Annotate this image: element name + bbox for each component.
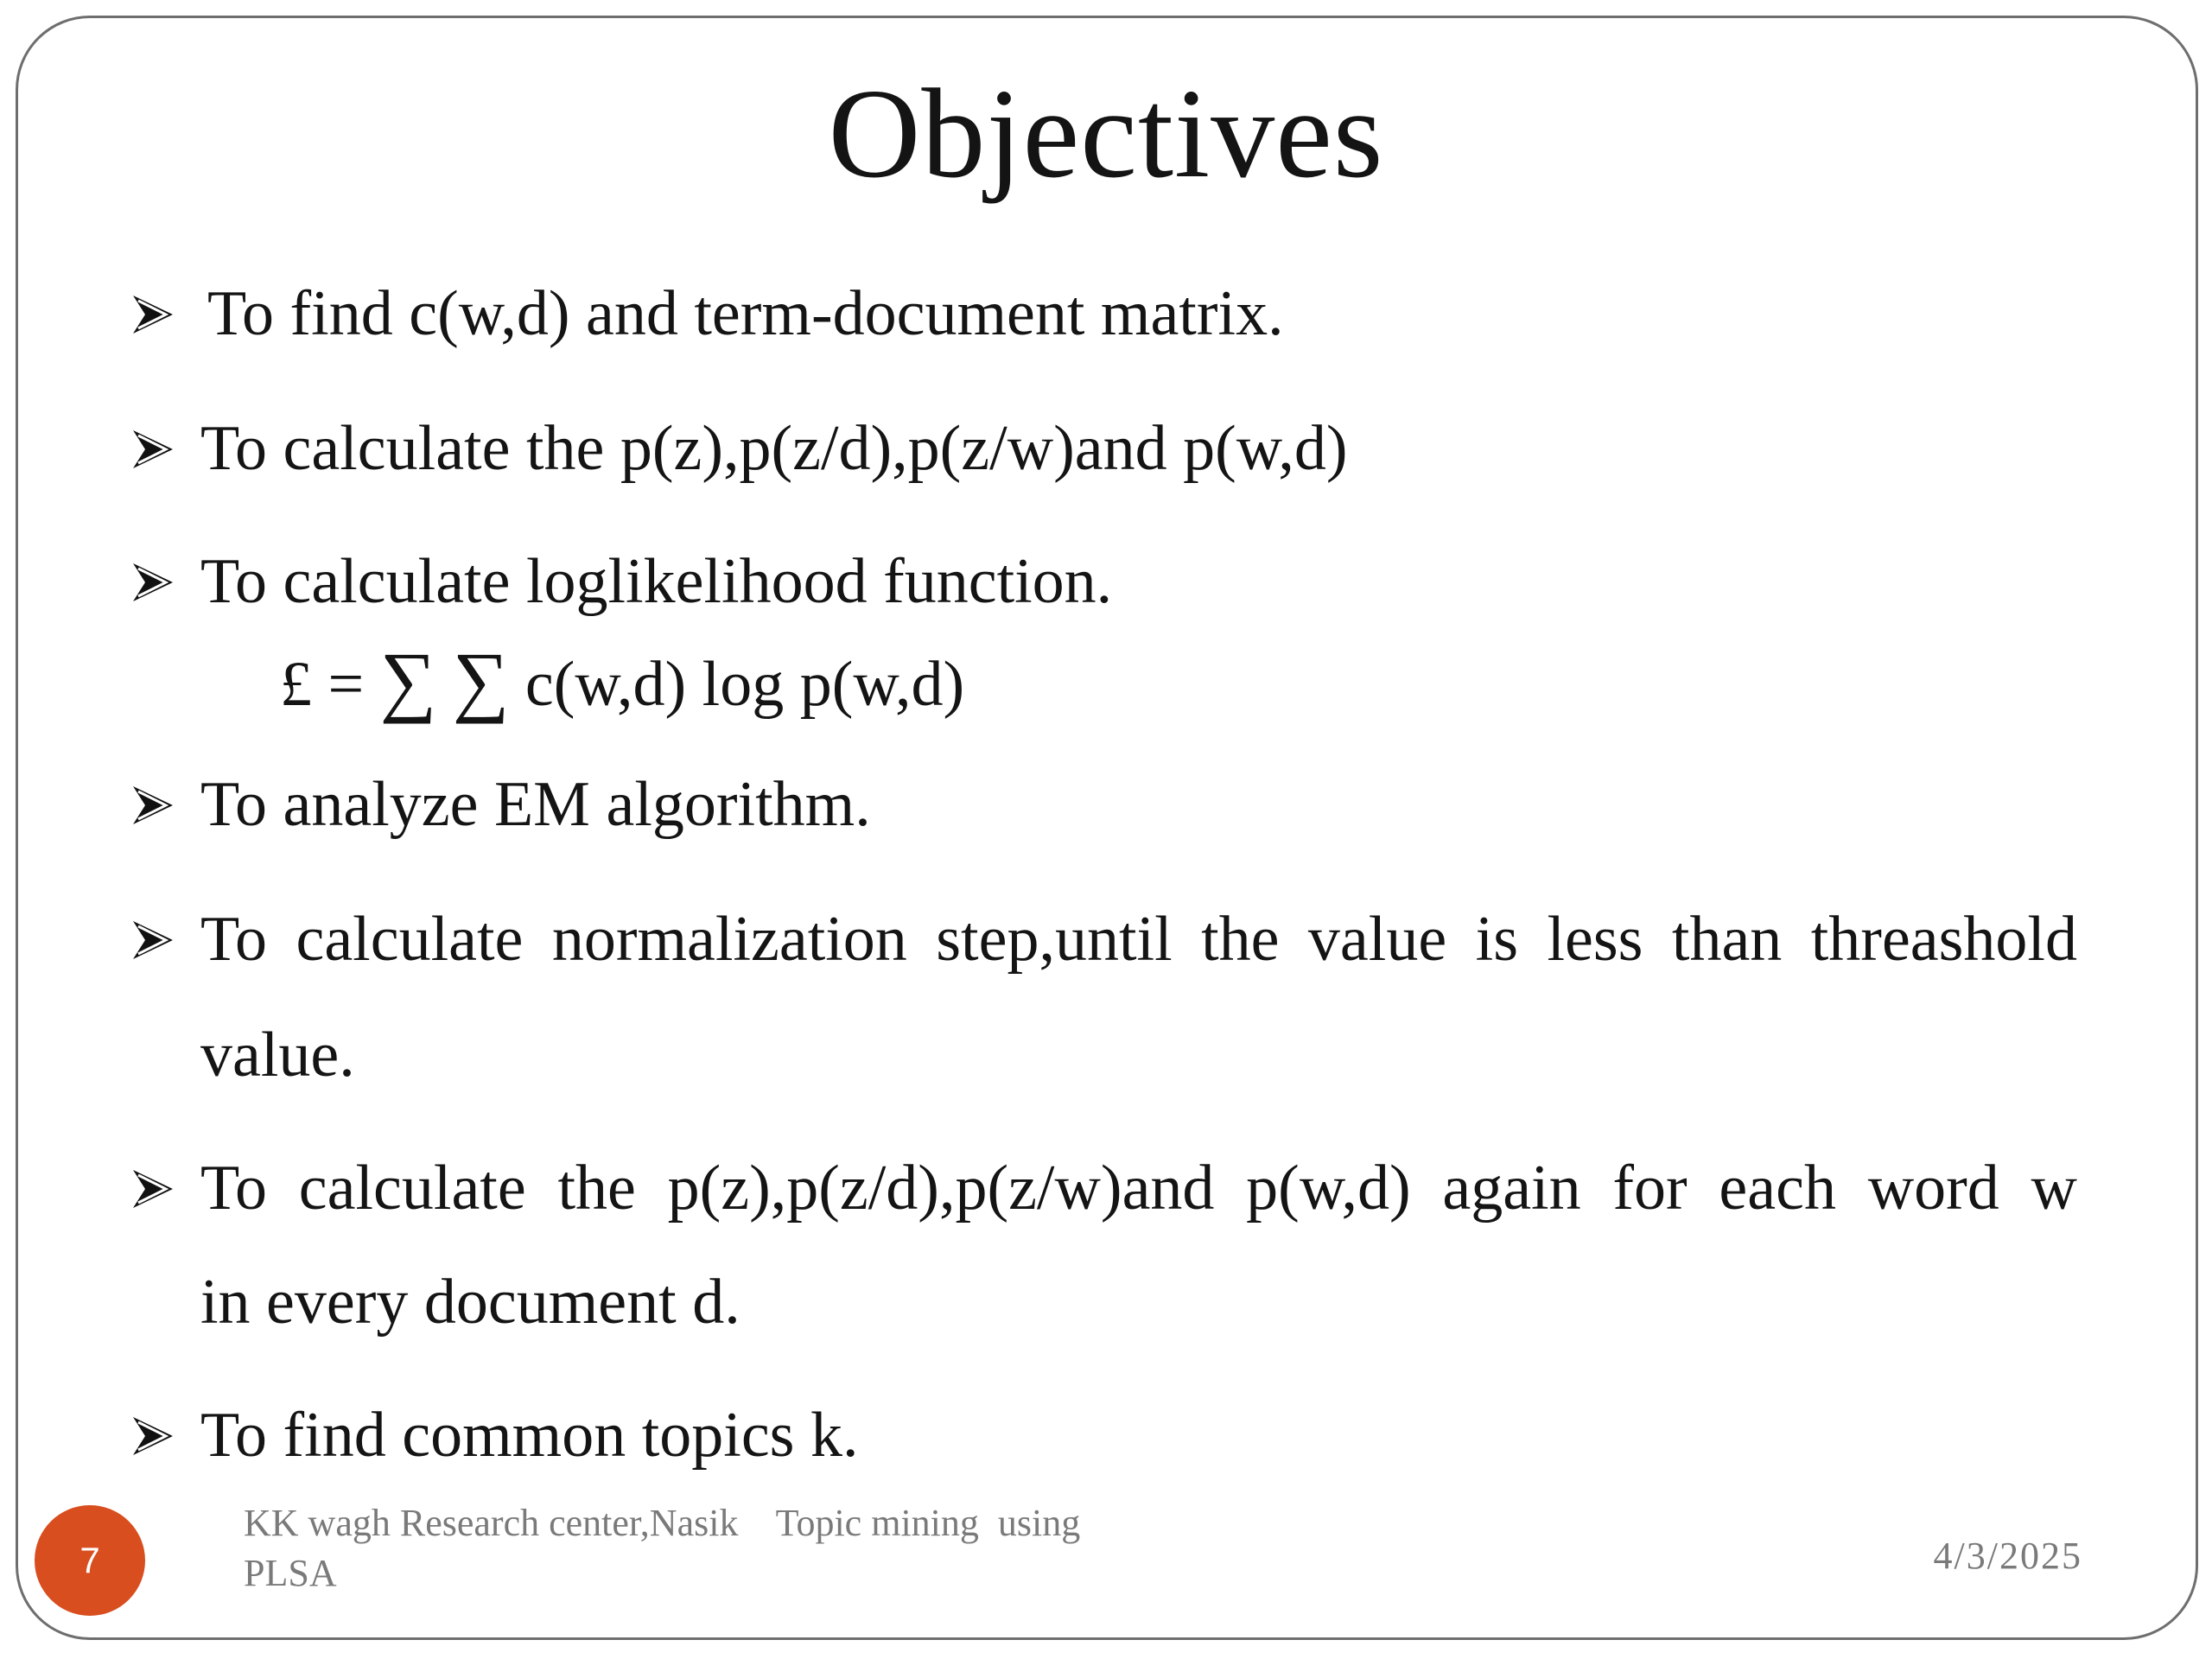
formula-rhs: c(w,d) log p(w,d)	[509, 649, 965, 720]
loglikelihood-formula	[280, 636, 965, 724]
footer-date: 4/3/2025	[1933, 1535, 2082, 1577]
bullet-text: To calculate the p(z),p(z/d),p(z/w)and p(w,d)	[200, 413, 1348, 484]
bullet-continuation: in every document d.	[200, 1267, 741, 1338]
arrow-bullet-icon	[133, 275, 180, 353]
arrow-bullet-icon	[133, 900, 180, 978]
arrow-bullet-icon	[133, 1396, 180, 1474]
slide-title: Objectives	[828, 63, 1384, 205]
page-number-badge: 7	[35, 1505, 145, 1616]
sigma-symbol: ∑	[379, 636, 437, 724]
bullet-text: To calculate loglikelihood function.	[200, 546, 1113, 617]
arrow-bullet-icon	[133, 1149, 180, 1227]
arrow-bullet-icon	[133, 543, 180, 620]
bullet-text: To find c(w,d) and term-document matrix.	[207, 278, 1284, 349]
bullet-text: To analyze EM algorithm.	[200, 769, 871, 840]
footer-line: PLSA	[244, 1552, 337, 1594]
bullet-text: To find common topics k.	[200, 1400, 859, 1471]
bullet-text: To calculate the p(z),p(z/d),p(z/w)and p(w,d) again for each word w	[200, 1153, 2077, 1224]
footer-line: KK wagh Research center,Nasik Topic mining using	[244, 1502, 1081, 1544]
footer-organization	[244, 1498, 1108, 1599]
formula-lhs: £ =	[280, 649, 380, 720]
arrow-bullet-icon	[133, 410, 180, 487]
bullet-text: To calculate normalization step,until the value is less than threashold	[200, 904, 2077, 975]
sigma-symbol: ∑	[452, 636, 510, 724]
arrow-bullet-icon	[133, 766, 180, 843]
bullet-continuation: value.	[200, 1020, 355, 1090]
